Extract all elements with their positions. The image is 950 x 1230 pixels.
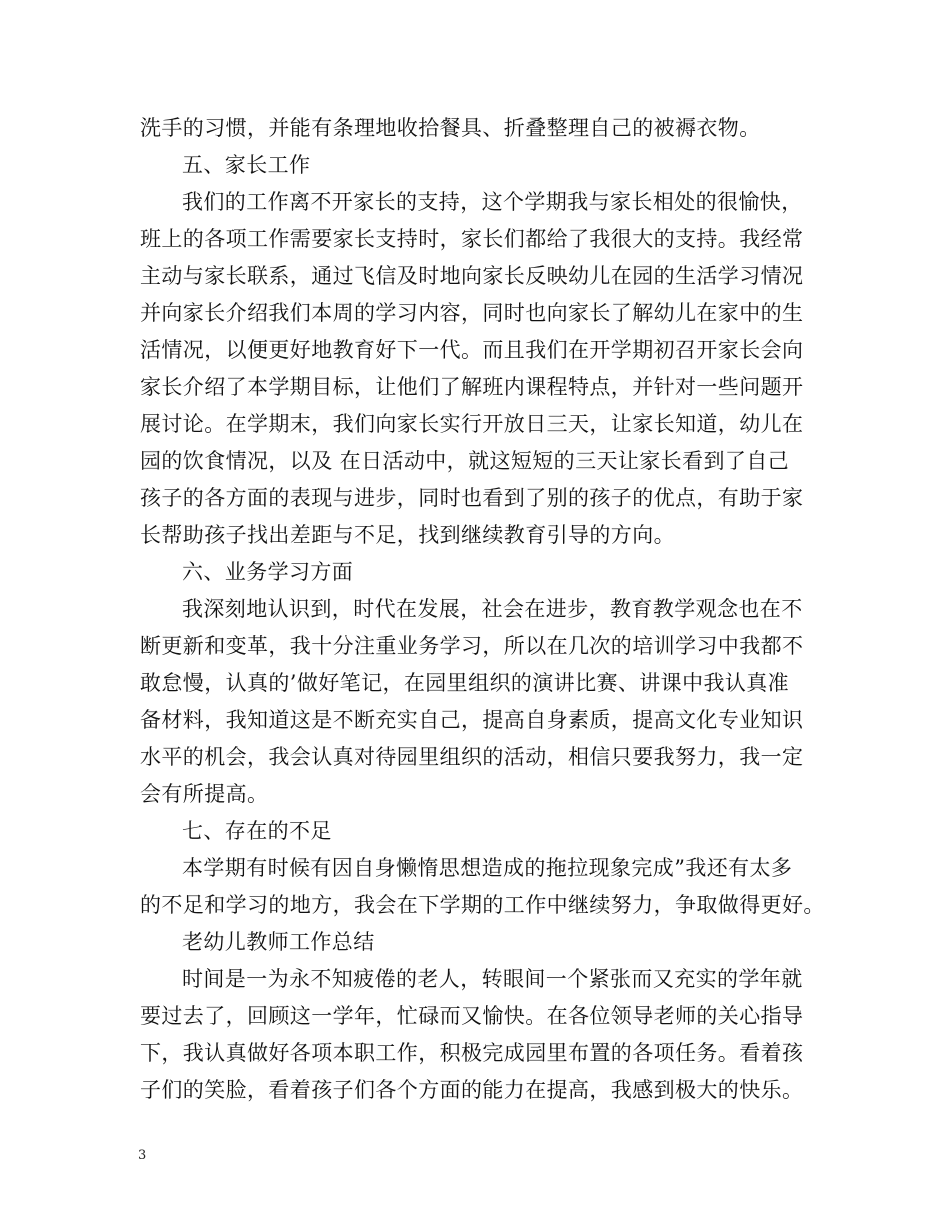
body-line: 的不足和学习的地方，我会在下学期的工作中继续努力，争取做得更好。: [140, 893, 825, 917]
section-heading: 七、存在的不足: [182, 819, 332, 843]
section-heading: 五、家长工作: [182, 153, 311, 177]
body-line: 并向家长介绍我们本周的学习内容，同时也向家长了解幼儿在家中的生: [140, 301, 804, 325]
section-heading: 六、业务学习方面: [182, 560, 354, 584]
body-line: 我们的工作离不开家长的支持，这个学期我与家长相处的很愉快，: [182, 190, 803, 214]
body-line: 孩子的各方面的表现与进步，同时也看到了别的孩子的优点，有助于家: [140, 486, 804, 510]
body-line: 水平的机会，我会认真对待园里组织的活动，相信只要我努力，我一定: [140, 745, 804, 769]
body-line: 洗手的习惯，并能有条理地收拾餐具、折叠整理自己的被褥衣物。: [140, 116, 761, 140]
body-line: 长帮助孩子找出差距与不足，找到继续教育引导的方向。: [140, 523, 675, 547]
body-line: 本学期有时候有因自身懒惰思想造成的拖拉现象完成”我还有太多: [182, 856, 793, 880]
body-line: 要过去了，回顾这一学年，忙碌而又愉快。在各位领导老师的关心指导: [140, 1004, 804, 1028]
body-line: 子们的笑脸，看着孩子们各个方面的能力在提高，我感到极大的快乐。: [140, 1078, 804, 1102]
section-heading: 老幼儿教师工作总结: [182, 930, 375, 954]
body-text: [140, 110, 825, 1109]
body-line: 会有所提高。: [140, 782, 269, 806]
body-line: 园的饮食情况，以及 在日活动中，就这短短的三天让家长看到了自己: [140, 449, 790, 473]
body-line: 敢怠慢，认真的’做好笔记，在园里组织的演讲比赛、讲课中我认真准: [140, 671, 790, 695]
body-line: 下，我认真做好各项本职工作，积极完成园里布置的各项任务。看着孩: [140, 1041, 804, 1065]
body-line: 我深刻地认识到，时代在发展，社会在进步，教育教学观念也在不: [182, 597, 803, 621]
body-line: 备材料，我知道这是不断充实自己，提高自身素质，提高文化专业知识: [140, 708, 804, 732]
body-line: 时间是一为永不知疲倦的老人，转眼间一个紧张而又充实的学年就: [182, 967, 803, 991]
body-line: 活情况，以便更好地教育好下一代。而且我们在开学期初召开家长会向: [140, 338, 804, 362]
page-number: 3: [138, 1148, 147, 1163]
body-line: 断更新和变革，我十分注重业务学习，所以在几次的培训学习中我都不: [140, 634, 804, 658]
body-line: 班上的各项工作需要家长支持时，家长们都给了我很大的支持。我经常: [140, 227, 804, 251]
body-line: 家长介绍了本学期目标，让他们了解班内课程特点，并针对一些问题开: [140, 375, 804, 399]
body-line: 主动与家长联系，通过飞信及时地向家长反映幼儿在园的生活学习情况: [140, 264, 804, 288]
body-line: 展讨论。在学期末，我们向家长实行开放日三天，让家长知道，幼儿在: [140, 412, 804, 436]
